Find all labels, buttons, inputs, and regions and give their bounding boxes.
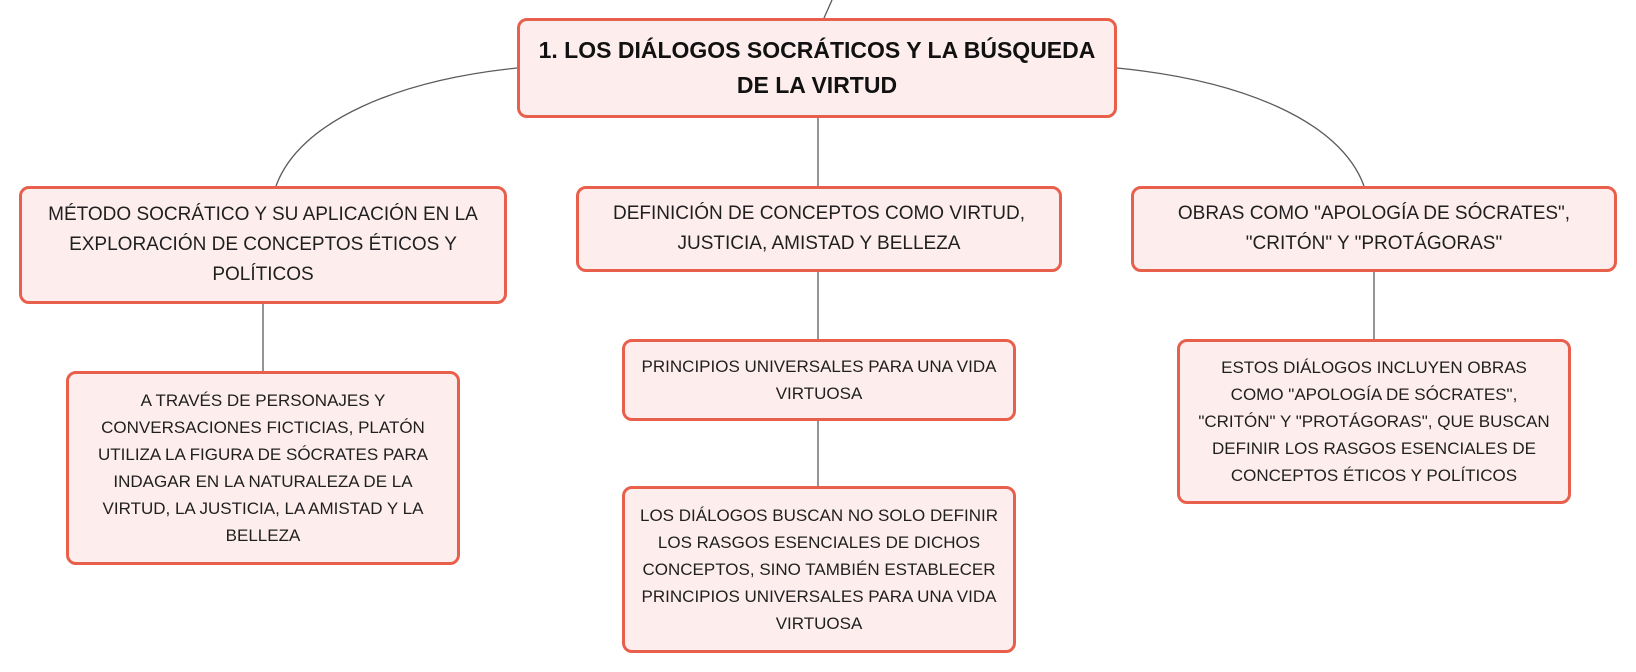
connector-root-parent: [824, 0, 832, 18]
topic-metodo-socratico[interactable]: [19, 186, 507, 304]
topic-label: DEFINICIÓN DE CONCEPTOS COMO VIRTUD, JUSTICIA, AMISTAD Y BELLEZA: [612, 203, 1026, 254]
connector-root-to-branch-1: [276, 68, 517, 186]
topic-definicion-conceptos[interactable]: [576, 186, 1062, 272]
subtopic-personajes-conversaciones[interactable]: [66, 371, 460, 565]
topic-label: MÉTODO SOCRÁTICO Y SU APLICACIÓN EN LA EXPLORACIÓN DE CONCEPTOS ÉTICOS Y POLÍTICOS: [48, 204, 478, 285]
root-topic[interactable]: [517, 18, 1117, 118]
subtopic-label: A TRAVÉS DE PERSONAJES Y CONVERSACIONES FICTICIAS, PLATÓN UTILIZA LA FIGURA DE SÓCRATES PARA INDAGAR EN LA NATURALEZA DE LA VIRTUD, LA JUSTICIA, LA AMISTAD Y LA BELLEZA: [97, 391, 428, 545]
connector-root-to-branch-3: [1117, 68, 1364, 186]
subtopic-label: PRINCIPIOS UNIVERSALES PARA UNA VIDA VIRTUOSA: [641, 357, 997, 403]
root-topic-label: 1. LOS DIÁLOGOS SOCRÁTICOS Y LA BÚSQUEDA DE LA VIRTUD: [538, 37, 1096, 98]
subtopic-label: ESTOS DIÁLOGOS INCLUYEN OBRAS COMO "APOLOGÍA DE SÓCRATES", "CRITÓN" Y "PROTÁGORAS", QUE BUSCAN DEFINIR LOS RASGOS ESENCIALES DE CONCEPTOS ÉTICOS Y POLÍTICOS: [1198, 358, 1550, 485]
topic-obras[interactable]: [1131, 186, 1617, 272]
topic-label: OBRAS COMO "APOLOGÍA DE SÓCRATES", "CRITÓN" Y "PROTÁGORAS": [1177, 203, 1571, 254]
subtopic-estos-dialogos[interactable]: [1177, 339, 1571, 504]
subtopic-principios-universales[interactable]: [622, 339, 1016, 421]
subtopic-label: LOS DIÁLOGOS BUSCAN NO SOLO DEFINIR LOS RASGOS ESENCIALES DE DICHOS CONCEPTOS, SINO TAMBIÉN ESTABLECER PRINCIPIOS UNIVERSALES PARA UNA VIDA VIRTUOSA: [639, 506, 999, 633]
subtopic-dialogos-buscan[interactable]: [622, 486, 1016, 653]
